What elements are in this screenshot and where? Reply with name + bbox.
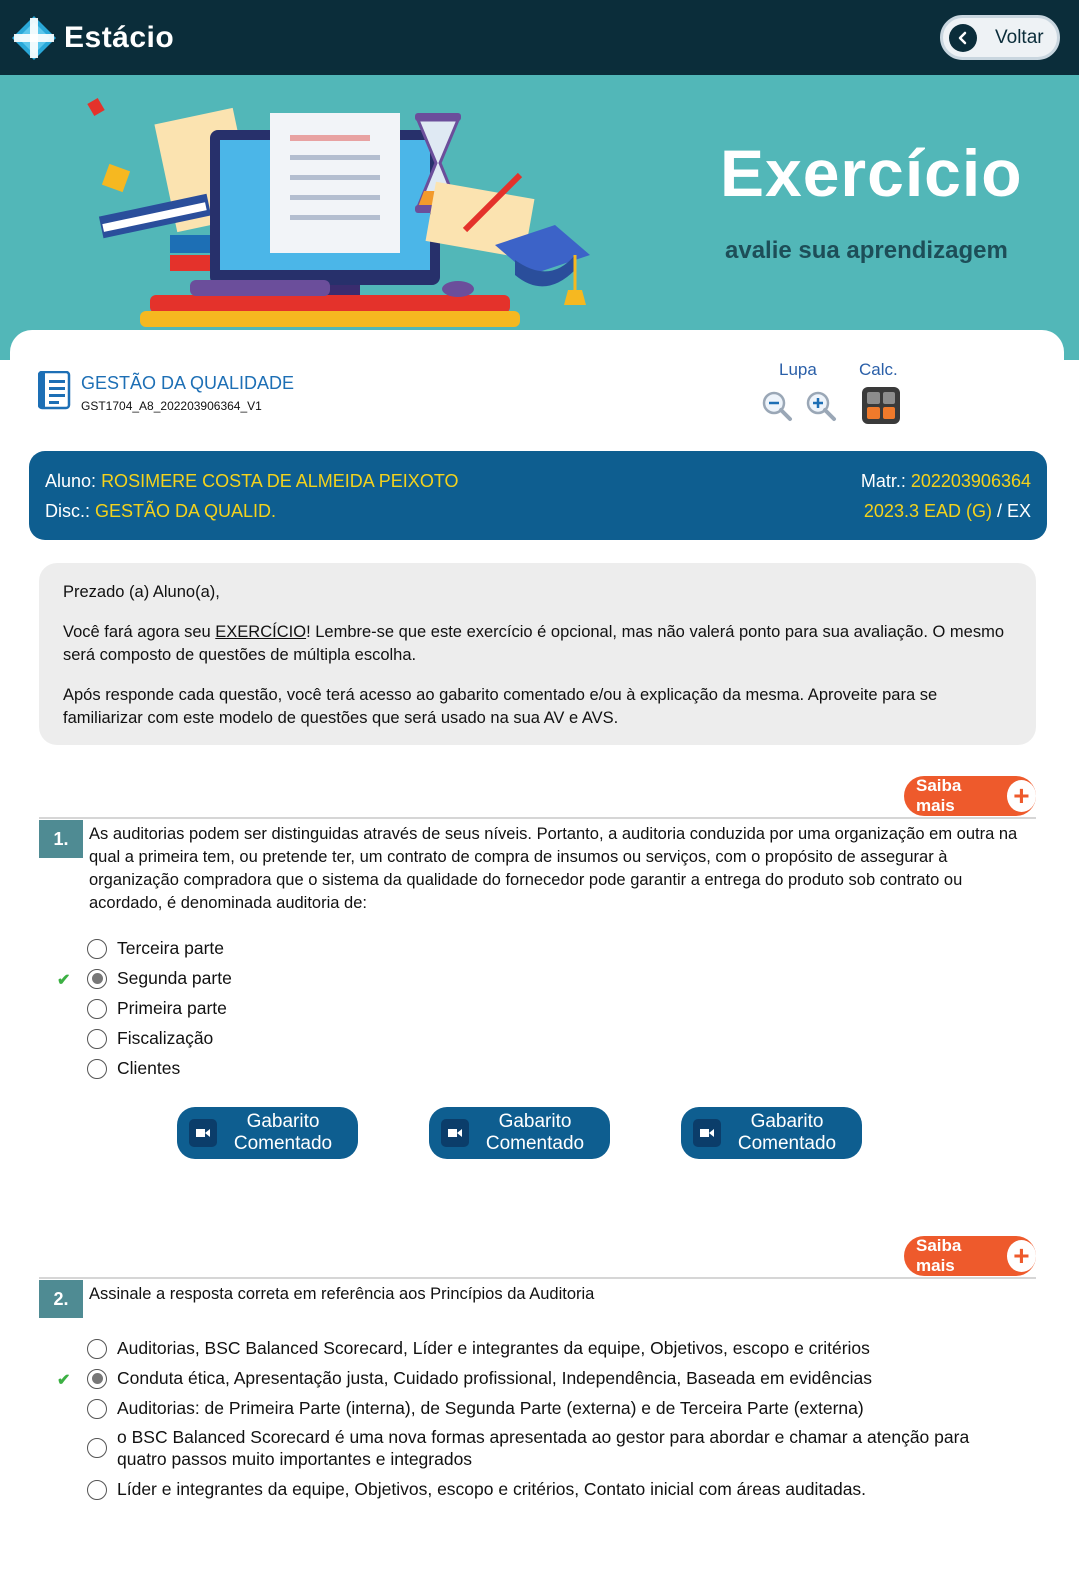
back-label: Voltar [995,26,1044,48]
divider [39,1277,1036,1279]
option-label: Conduta ética, Apresentação justa, Cuidado profissional, Independência, Baseada em evidências [117,1368,872,1388]
disc-label: Disc.: [45,501,90,521]
correct-check-icon: ✔ [57,972,71,989]
option-label: Auditorias, BSC Balanced Scorecard, Líder e integrantes da equipe, Objetivos, escopo e critérios [117,1338,870,1358]
question-number: 1. [39,820,83,858]
option-label: Terceira parte [117,938,224,958]
period-row [864,501,1031,522]
option-label: Fiscalização [117,1028,214,1048]
video-camera-icon [189,1119,217,1147]
saiba-mais-label: Saiba mais [916,1236,962,1275]
answer-option-selected[interactable] [87,968,232,989]
option-label: Primeira parte [117,998,227,1018]
student-info-box [29,451,1047,540]
gabarito-comentado-button[interactable] [177,1107,358,1159]
plus-icon: + [1007,780,1036,812]
saiba-mais-label: Saiba mais [916,776,962,815]
video-camera-icon [693,1119,721,1147]
answer-option-selected[interactable] [87,1368,872,1389]
option-label: o BSC Balanced Scorecard é uma nova formas apresentada ao gestor para abordar e chamar a atenção para quatro passos muito importantes e integrados [117,1427,970,1469]
answer-option[interactable] [87,1058,180,1079]
option-label: Segunda parte [117,968,232,988]
estacio-logo[interactable] [10,14,174,62]
zoom-out-icon[interactable] [761,390,793,422]
question-text: As auditorias podem ser distinguidas através de seus níveis. Portanto, a auditoria conduzida por uma organização em outra na qual a primeira tem, ou pretende ter, um contrato de compra de insumos ou serviços, com o propósito de assegurar à organização compradora que o sistema da qualidade do fornecedor pode garantir a entrega do produto sob contrato ou acordado, é denominada auditoria de: [89,825,1018,912]
answer-option[interactable] [87,998,227,1019]
notice-greeting: Prezado (a) Aluno(a), [63,583,220,601]
student-name: ROSIMERE COSTA DE ALMEIDA PEIXOTO [101,471,459,491]
matricula-value: 202203906364 [910,471,1031,491]
gabarito-label: Gabarito Comentado [233,1111,333,1154]
notice-paragraph-2: Após responde cada questão, você terá acesso ao gabarito comentado e/ou à explicação da mesma. Aproveite para se familiarizar com este modelo de questões que será usado na sua AV e AVS. [63,686,938,727]
radio-button[interactable] [87,1438,107,1458]
radio-button[interactable] [87,1339,107,1359]
brand-name: Estácio [64,21,175,54]
answer-option[interactable] [87,1338,870,1359]
calculator-icon[interactable] [862,387,900,424]
gabarito-comentado-button[interactable] [429,1107,610,1159]
radio-button[interactable] [87,999,107,1019]
matricula-row [861,471,1031,492]
student-name-row [45,471,459,492]
gabarito-comentado-button[interactable] [681,1107,862,1159]
zoom-in-icon[interactable] [805,390,837,422]
gabarito-label: Gabarito Comentado [737,1111,837,1154]
banner [0,75,1079,360]
gabarito-label: Gabarito Comentado [485,1111,585,1154]
discipline-row [45,501,276,522]
logo-icon [10,14,58,62]
banner-title: Exercício [720,136,1023,210]
course-title: GESTÃO DA QUALIDADE [81,373,295,393]
option-label: Clientes [117,1058,181,1078]
answer-option[interactable] [87,1398,864,1419]
notice-paragraph-1 [63,621,1012,667]
radio-button[interactable] [87,1399,107,1419]
document-list-icon [38,371,72,411]
course-code: GST1704_A8_202203906364_V1 [81,399,262,413]
radio-button[interactable] [87,1029,107,1049]
video-camera-icon [441,1119,469,1147]
answer-option[interactable] [87,938,224,959]
matr-label: Matr.: [860,471,906,491]
banner-subtitle: avalie sua aprendizagem [725,237,1008,264]
option-label: Líder e integrantes da equipe, Objetivos, escopo e critérios, Contato inicial com áreas auditadas. [117,1479,867,1499]
answer-option[interactable] [87,1028,213,1049]
chevron-left-icon [949,24,977,52]
answer-option[interactable] [87,1479,866,1500]
radio-button-selected[interactable] [87,1369,107,1389]
period-suffix: / EX [996,501,1031,521]
option-label: Auditorias: de Primeira Parte (interna), de Segunda Parte (externa) e de Terceira Parte (externa) [117,1398,864,1418]
question-text: Assinale a resposta correta em referência aos Princípios da Auditoria [89,1285,595,1303]
answer-option[interactable] [87,1426,1017,1470]
zoom-label: Lupa [779,360,817,379]
radio-button[interactable] [87,939,107,959]
radio-button[interactable] [87,1059,107,1079]
discipline-name: GESTÃO DA QUALID. [95,501,277,521]
instructions-notice [39,563,1036,745]
period-value: 2023.3 EAD (G) [863,501,992,521]
study-illustration [80,95,620,335]
radio-button-selected[interactable] [87,969,107,989]
plus-icon: + [1007,1240,1036,1272]
saiba-mais-button[interactable] [904,1236,1036,1276]
radio-button[interactable] [87,1480,107,1500]
notice-p1-after: ! Lembre-se que este exercício é opcional, mas não valerá ponto para sua avaliação. O mesmo será composto de questões de múltipla escolha. [63,623,1005,664]
aluno-label: Aluno: [45,471,97,491]
calc-label: Calc. [859,360,898,379]
correct-check-icon: ✔ [57,1372,71,1389]
divider [39,817,1036,819]
saiba-mais-button[interactable] [904,776,1036,816]
top-bar [0,0,1079,75]
notice-p1-before: Você fará agora seu [63,623,216,641]
back-button[interactable] [940,15,1060,60]
question-number: 2. [39,1280,83,1318]
exercicio-link[interactable]: EXERCÍCIO [215,623,307,641]
